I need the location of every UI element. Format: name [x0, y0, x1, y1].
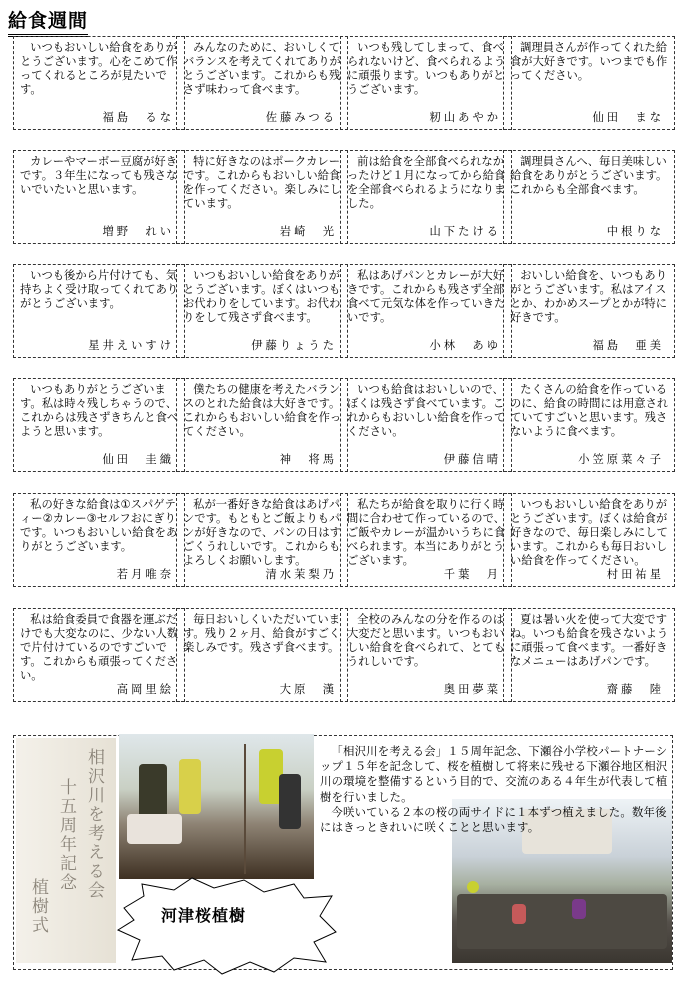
scroll-column-2: 十五周年記念 [56, 778, 76, 892]
article-paragraph-2: 今咲いている２本の桜の両サイドに１本ずつ植えました。数年後にはきっときれいに咲くことと思います。 [320, 804, 667, 835]
message-text: 私の好きな給食は①スパゲティー②カレー③セルフおにぎりです。いつもおいしい給食をありがとうございます。 [20, 498, 178, 553]
student-name: 増野 れい [102, 225, 174, 238]
student-name: 伊藤りょうた [251, 339, 337, 352]
message-card [340, 264, 512, 358]
message-card [503, 378, 675, 472]
message-card [13, 150, 185, 244]
message-text: いつもおいしい給食をありがとうございます。ぼくはいつもお代わりをしています。お代わりをして残さず食べます。 [183, 269, 341, 324]
tree-planting-feature [13, 735, 673, 970]
student-name: 大原 漢 [279, 683, 337, 696]
commemorative-scroll-image [16, 738, 116, 963]
message-card [13, 493, 185, 587]
message-card [340, 493, 512, 587]
student-name: 山下たける [429, 225, 501, 238]
message-text: 僕たちの健康を考えたバランスのとれた給食は大好きです。これからもおいしい給食を作ってください。 [183, 383, 342, 438]
message-card [176, 608, 348, 702]
student-name: 仙田 圭織 [102, 453, 174, 466]
student-name: 高岡里絵 [116, 683, 174, 696]
message-text: 特に好きなのはポークカレーです。これからもおいしい給食を作ってください。楽しみにしています。 [183, 155, 342, 210]
student-name: 中根りな [606, 225, 664, 238]
student-name: 村田祐星 [606, 568, 664, 581]
page-title: 給食週間 [8, 6, 88, 37]
message-text: 前は給食を全部食べられなかったけど１月になってから給食を全部食べられるようになりました。 [347, 155, 506, 210]
message-text: 私は給食委員で食器を運ぶだけでも大変なのに、少ない人数で片付けているのですごいです。これからも頑張ってください。 [20, 613, 179, 682]
student-name: 福島 亜美 [592, 339, 664, 352]
message-text: 全校のみんなの分を作るのは大変だと思います。いつもおいしい給食を食べられて、とてもうれしいです。 [347, 613, 505, 668]
message-text: 調理員さんが作ってくれた給食が大好きです。いつまでも作ってください。 [510, 41, 668, 82]
message-text: いつもありがとうございます。私は時々残しちゃうので、これからは残さずきちんと食べようと思います。 [20, 383, 179, 438]
message-card [176, 493, 348, 587]
student-name: 奥田夢菜 [443, 683, 501, 696]
message-card [176, 264, 348, 358]
planting-photo [119, 734, 314, 879]
student-name: 星井えいすけ [88, 339, 174, 352]
student-name: 伊藤信晴 [443, 453, 501, 466]
message-card [340, 150, 512, 244]
message-card [503, 493, 675, 587]
banner-label: 河津桜植樹 [161, 906, 247, 925]
message-card [13, 36, 185, 130]
message-card [340, 608, 512, 702]
student-name: 若月唯奈 [116, 568, 174, 581]
student-name: 岩崎 光 [279, 225, 337, 238]
message-text: 私はあげパンとカレーが大好きです。これからも残さず全部食べて元気な体を作っていきたいです。 [347, 269, 506, 324]
scroll-column-1: 相沢川を考える会 [84, 748, 104, 900]
message-text: 私が一番好きな給食はあげパンです。もともとご飯よりもパンが好きなので、パンの日はすごくうれしいです。これからもよろしくお願いします。 [183, 498, 341, 567]
message-text: 毎日おいしくいただいています。残り２ヶ月、給食がすごく楽しみです。残さず食べます。 [183, 613, 341, 654]
message-text: いつも給食はおいしいので、ぼくは残さず食べています。これからもおいしい給食を作ってください。 [347, 383, 506, 438]
message-card [13, 378, 185, 472]
student-name: 清水茉梨乃 [265, 568, 337, 581]
student-name: 福島 るな [102, 111, 174, 124]
message-text: いつもおいしい給食をありがとうございます。ぼくは給食が好きなので、毎日楽しみにしています。これからも毎日おいしい給食を作ってください。 [510, 498, 668, 567]
message-card [503, 264, 675, 358]
message-text: 私たちが給食を取りに行く時間に合わせて作っているので、ご飯やカレーが温かいうちに食べられます。本当にありがとうございます。 [347, 498, 506, 567]
banner-burst-shape [114, 876, 339, 976]
message-card [503, 608, 675, 702]
student-name: 仙田 まな [592, 111, 664, 124]
student-name: 千葉 月 [443, 568, 501, 581]
message-card [13, 264, 185, 358]
message-text: いつも残してしまって、食べられないけど、食べられるように頑張ります。いつもありがとうございます。 [347, 41, 506, 96]
message-text: おいしい給食を、いつもありがとうございます。私はアイスとか、わかめスープとかが特に好きです。 [510, 269, 668, 324]
student-name: 神 将馬 [279, 453, 337, 466]
message-text: 調理員さんへ、毎日美味しい給食をありがとうございます。これからも全部食べます。 [510, 155, 668, 196]
message-card [13, 608, 185, 702]
message-card [176, 36, 348, 130]
message-text: たくさんの給食を作っているのに、給食の時間には用意されていてすごいと思います。残さないように食べます。 [510, 383, 669, 438]
message-text: 夏は暑い火を使って大変ですね。いつも給食を残さないように頑張って食べます。一番好きなメニューはあげパンです。 [510, 613, 669, 668]
message-text: みんなのために、おいしくてバランスを考えてくれてありがとうございます。これからも残さず味わって食べます。 [183, 41, 341, 96]
message-card [503, 36, 675, 130]
student-name: 小笠原菜々子 [578, 453, 664, 466]
article-paragraph-1: 「相沢川を考える会」１５周年記念、下瀬谷小学校パートナーシップ１５年を記念して、桜を植樹して将来に残せる下瀬谷地区相沢川の環境を整備するという目的で、交流のある４年生が代表して植樹を行いました。 [320, 744, 668, 804]
message-card [503, 150, 675, 244]
student-name: 籾山あやか [429, 111, 501, 124]
message-text: カレーやマーボー豆腐が好きです。３年生になっても残さないでいたいと思います。 [20, 155, 178, 196]
message-card [176, 150, 348, 244]
student-name: 小林 あゆ [429, 339, 501, 352]
student-name: 佐藤みつる [265, 111, 337, 124]
feature-article [320, 744, 675, 835]
student-name: 齋藤 陸 [606, 683, 664, 696]
scroll-column-3: 植樹式 [28, 878, 48, 935]
message-card [340, 378, 512, 472]
message-text: いつもおいしい給食をありがとうございます。心をこめて作ってくれるところが見たいです。 [20, 41, 178, 96]
message-card [176, 378, 348, 472]
message-text: いつも後から片付けても、気持ちよく受け取ってくれてありがとうございます。 [20, 269, 179, 310]
message-card [340, 36, 512, 130]
